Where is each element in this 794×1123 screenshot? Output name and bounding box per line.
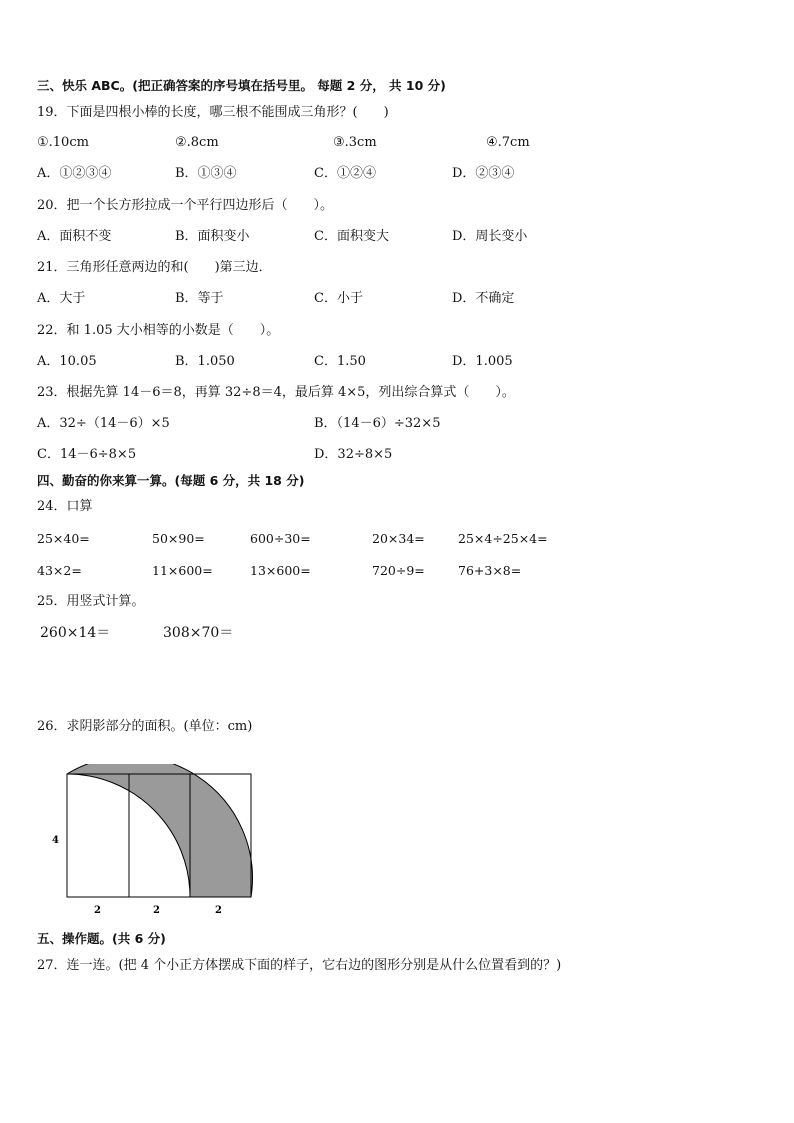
question-19-stem: 19．下面是四根小棒的长度，哪三根不能围成三角形？( ) (37, 105, 389, 120)
q21-option-d[interactable]: D．不确定 (452, 291, 515, 306)
question-22-stem: 22．和 1.05 大小相等的小数是（ ）。 (37, 323, 280, 338)
shaded-area-figure (40, 764, 270, 920)
section-5-title: 五、操作题。(共 6 分) (37, 931, 166, 946)
q22-option-b[interactable]: B．1.050 (175, 354, 235, 369)
width-label-3: 2 (215, 905, 222, 916)
question-23-stem: 23．根据先算 14－6＝8，再算 32÷8＝4，最后算 4×5，列出综合算式（ ）。 (37, 385, 515, 400)
q19-option-a[interactable]: A．①②③④ (37, 166, 112, 181)
width-label-2: 2 (153, 905, 160, 916)
mental-calc-8: 13×600= (250, 563, 311, 578)
q23-option-d[interactable]: D．32÷8×5 (314, 447, 393, 462)
q21-option-b[interactable]: B．等于 (175, 291, 224, 306)
q21-option-a[interactable]: A．大于 (37, 291, 86, 306)
q20-option-c[interactable]: C．面积变大 (314, 229, 389, 244)
stick-4: ④.7cm (486, 135, 530, 150)
q20-option-b[interactable]: B．面积变小 (175, 229, 250, 244)
mental-calc-4: 20×34= (372, 531, 425, 546)
q20-option-d[interactable]: D．周长变小 (452, 229, 528, 244)
mental-calc-10: 76+3×8= (458, 563, 522, 578)
mental-calc-9: 720÷9= (372, 563, 425, 578)
q23-option-c[interactable]: C．14－6÷8×5 (37, 447, 137, 462)
question-26-stem: 26．求阴影部分的面积。(单位：cm) (37, 719, 253, 734)
height-label: 4 (52, 835, 59, 846)
mental-calc-7: 11×600= (152, 563, 213, 578)
section-3-title: 三、快乐 ABC。(把正确答案的序号填在括号里。 每题 2 分， 共 10 分) (37, 78, 446, 93)
q21-option-c[interactable]: C．小于 (314, 291, 363, 306)
mental-calc-2: 50×90= (152, 531, 205, 546)
q22-option-a[interactable]: A．10.05 (37, 354, 97, 369)
vertical-calc-2: 308×70＝ (163, 625, 234, 641)
question-20-stem: 20．把一个长方形拉成一个平行四边形后（ ）。 (37, 198, 334, 213)
mental-calc-5: 25×4÷25×4= (458, 531, 548, 546)
question-27-stem: 27．连一连。(把 4 个小正方体摆成下面的样子，它右边的图形分别是从什么位置看到的？) (37, 958, 562, 973)
q20-option-a[interactable]: A．面积不变 (37, 229, 112, 244)
q19-option-c[interactable]: C．①②④ (314, 166, 376, 181)
question-21-stem: 21．三角形任意两边的和( )第三边． (37, 260, 272, 275)
q22-option-c[interactable]: C．1.50 (314, 354, 366, 369)
q23-option-a[interactable]: A．32÷（14－6）×5 (37, 416, 170, 431)
stick-1: ①.10cm (37, 135, 89, 150)
q19-option-b[interactable]: B．①③④ (175, 166, 237, 181)
stick-3: ③.3cm (333, 135, 377, 150)
shaded-region (67, 764, 252, 897)
q22-option-d[interactable]: D．1.005 (452, 354, 513, 369)
stick-2: ②.8cm (175, 135, 219, 150)
mental-calc-1: 25×40= (37, 531, 90, 546)
section-4-title: 四、勤奋的你来算一算。(每题 6 分，共 18 分) (37, 473, 305, 488)
mental-calc-6: 43×2= (37, 563, 82, 578)
mental-calc-3: 600÷30= (250, 531, 311, 546)
question-25-stem: 25．用竖式计算。 (37, 594, 145, 609)
q23-option-b[interactable]: B．（14－6）÷32×5 (314, 416, 441, 431)
q19-option-d[interactable]: D．②③④ (452, 166, 515, 181)
question-24-stem: 24．口算 (37, 499, 93, 514)
width-label-1: 2 (94, 905, 101, 916)
vertical-calc-1: 260×14＝ (40, 625, 111, 641)
